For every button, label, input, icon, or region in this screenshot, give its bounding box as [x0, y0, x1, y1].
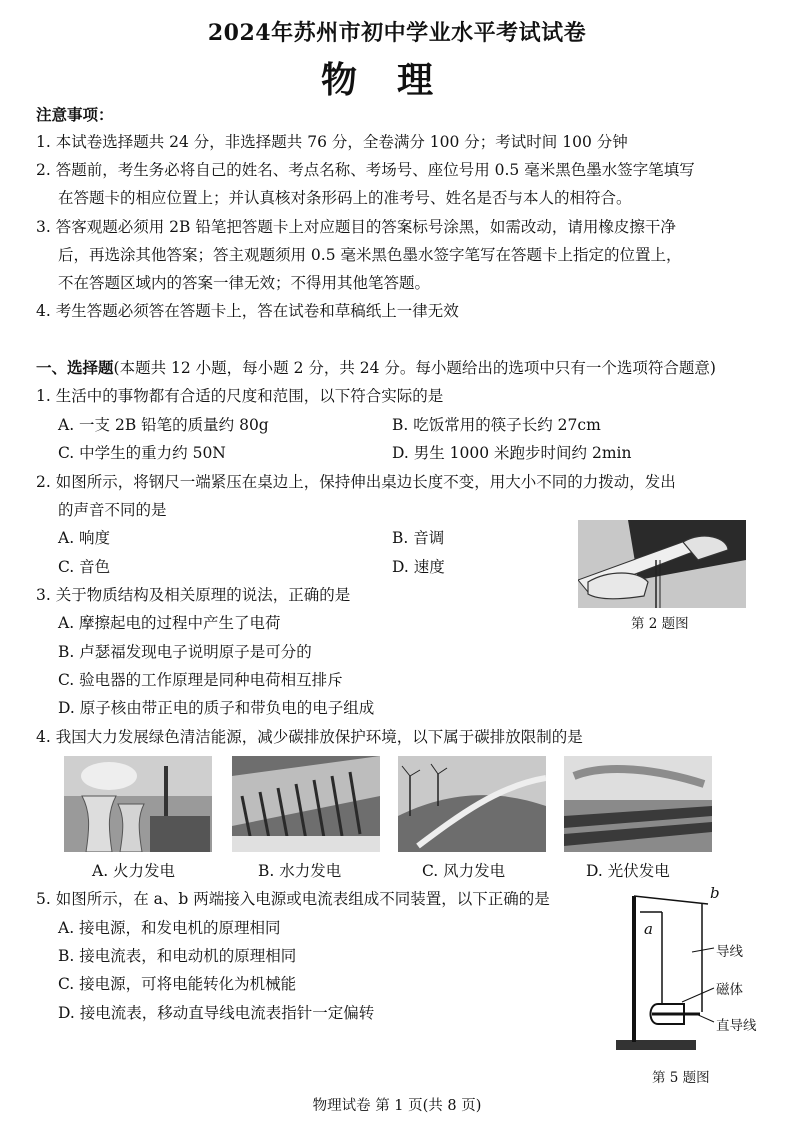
q5-option-a: A. 接电源，和发电机的原理相同 [58, 919, 281, 937]
q1-option-c: C. 中学生的重力约 50N [58, 444, 226, 462]
note-line-3b: 后，再选涂其他答案；答主观题须用 0.5 毫米黑色墨水签字笔写在答题卡上指定的位置上， [58, 246, 682, 264]
q5-figure [596, 882, 772, 1062]
notes-heading: 注意事项： [36, 105, 114, 124]
electromagnet-apparatus-diagram [596, 882, 772, 1062]
section-heading [36, 357, 716, 379]
q3-option-b: B. 卢瑟福发现电子说明原子是可分的 [58, 643, 312, 661]
q5-label-wire: 导线 [716, 944, 743, 960]
solar-farm-image [564, 756, 712, 852]
q4-option-c: C. 风力发电 [422, 862, 506, 880]
q2-figure [578, 520, 746, 608]
subject-title: 物理 [320, 59, 473, 101]
q5-option-b: B. 接电流表，和电动机的原理相同 [58, 947, 297, 965]
page-footer: 物理试卷 第 1 页(共 8 页) [312, 1098, 482, 1114]
note-line-3c: 不在答题区域内的答案一律无效；不得用其他笔答题。 [58, 274, 431, 292]
section-title: 一、选择题 [36, 358, 114, 377]
q1-option-d: D. 男生 1000 米跑步时间约 2min [392, 444, 632, 462]
q4-photo-thermal [64, 756, 212, 852]
q5-label-b: b [710, 884, 720, 902]
q4-option-d: D. 光伏发电 [586, 862, 670, 880]
q5-stem: 5. 如图所示，在 a、b 两端接入电源或电流表组成不同装置，以下正确的是 [36, 890, 550, 908]
q5-option-d: D. 接电流表，移动直导线电流表指针一定偏转 [58, 1004, 375, 1022]
q3-option-a: A. 摩擦起电的过程中产生了电荷 [58, 614, 281, 632]
q4-photo-hydro [232, 756, 380, 852]
q4-photo-solar [564, 756, 712, 852]
q1-option-a: A. 一支 2B 铅笔的质量约 80g [58, 416, 269, 434]
q2-option-c: C. 音色 [58, 558, 111, 576]
q3-stem: 3. 关于物质结构及相关原理的说法，正确的是 [36, 586, 351, 604]
hydro-plant-image [232, 756, 380, 852]
q5-label-magnet: 磁体 [716, 982, 743, 998]
q2-option-a: A. 响度 [58, 529, 111, 547]
q2-stem-1: 2. 如图所示，将钢尺一端紧压在桌边上，保持伸出桌边长度不变，用大小不同的力拨动，发出 [36, 473, 676, 491]
note-line-1: 1. 本试卷选择题共 24 分，非选择题共 76 分，全卷满分 100 分；考试时间 100 分钟 [36, 133, 628, 151]
section-desc: (本题共 12 小题，每小题 2 分，共 24 分。每小题给出的选项中只有一个选项符合题意) [113, 359, 716, 377]
note-line-2: 2. 答题前，考生务必将自己的姓名、考点名称、考场号、座位号用 0.5 毫米黑色墨水签字笔填写 [36, 161, 695, 179]
q2-caption: 第 2 题图 [631, 616, 689, 632]
q5-label-a: a [644, 920, 653, 938]
thermal-plant-image [64, 756, 212, 852]
ruler-hand-illustration [578, 520, 746, 608]
wind-farm-image [398, 756, 546, 852]
q3-option-c: C. 验电器的工作原理是同种电荷相互排斥 [58, 671, 343, 689]
q1-option-b: B. 吃饭常用的筷子长约 27cm [392, 416, 601, 434]
q2-stem-2: 的声音不同的是 [58, 501, 167, 519]
exam-title: 2024年苏州市初中学业水平考试试卷 [207, 20, 587, 46]
q5-caption: 第 5 题图 [652, 1070, 710, 1086]
note-line-3: 3. 答客观题必须用 2B 铅笔把答题卡上对应题目的答案标号涂黑，如需改动，请用橡皮擦干净 [36, 218, 676, 236]
q4-option-b: B. 水力发电 [258, 862, 342, 880]
q4-option-a: A. 火力发电 [92, 862, 176, 880]
q4-stem: 4. 我国大力发展绿色清洁能源，减少碳排放保护环境，以下属于碳排放限制的是 [36, 728, 583, 746]
q2-option-b: B. 音调 [392, 529, 445, 547]
q4-photo-wind [398, 756, 546, 852]
note-line-2b: 在答题卡的相应位置上；并认真核对条形码上的准考号、姓名是否与本人的相符合。 [58, 189, 632, 207]
q1-stem: 1. 生活中的事物都有合适的尺度和范围，以下符合实际的是 [36, 387, 444, 405]
q2-option-d: D. 速度 [392, 558, 445, 576]
note-line-4: 4. 考生答题必须答在答题卡上，答在试卷和草稿纸上一律无效 [36, 302, 459, 320]
q5-option-c: C. 接电源，可将电能转化为机械能 [58, 975, 297, 993]
q5-label-straight-wire: 直导线 [716, 1018, 757, 1034]
q3-option-d: D. 原子核由带正电的质子和带负电的电子组成 [58, 699, 375, 717]
